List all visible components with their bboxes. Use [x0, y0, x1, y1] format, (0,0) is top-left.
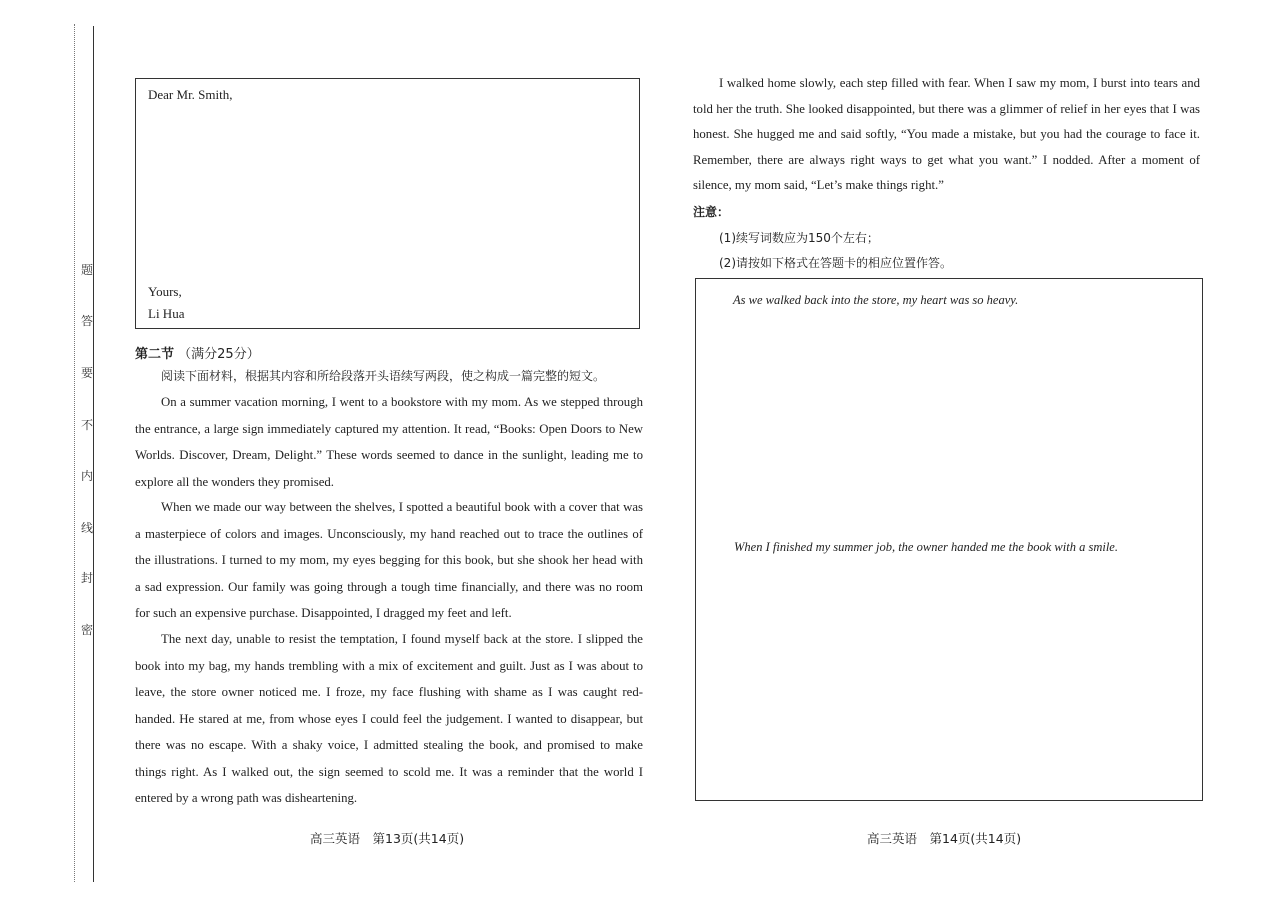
section-score: （满分25分） — [178, 347, 260, 362]
story-paragraph-2: When we made our way between the shelves, I spotted a beautiful book with a cover that was a masterpiece of colors and images. Unconsciously, my hand reached out to trace the outlines of the illustrations. I turned to my mom, my eyes begging for this book, but she shook her head with a sad expression. Our family was going through a tough time financially, and there was no room for such an expensive purchase. Disappointed, I dragged my feet and left. — [135, 500, 643, 620]
letter-closing: Yours, — [148, 284, 182, 299]
page-footer-right: 高三英语 第14页(共14页) — [867, 831, 1022, 846]
notice-item-1: (1)续写词数应为150个左右； — [719, 231, 879, 245]
story-paragraph-1: On a summer vacation morning, I went to a bookstore with my mom. As we stepped through the entrance, a large sign immediately captured my attention. It read, “Books: Open Doors to New Worlds. Discover, Dream, Delight.” These words seemed to dance in the sunlight, leading me to explore all the wonders they promised. — [135, 395, 643, 489]
story-paragraph-3: The next day, unable to resist the temptation, I found myself back at the store. I slipped the book into my bag, my hands trembling with a mix of excitement and guilt. Just as I was about to leave, the store owner noticed me. I froze, my face flushing with shame as I was caught red-handed. He stared at me, from whose eyes I could feel the judgement. I wanted to disappear, but there was no escape. With a shaky voice, I admitted stealing the book, and promised to make things right. As I walked out, the sign seemed to scold me. It was a reminder that the world I entered by a wrong path was disheartening. — [135, 632, 643, 805]
section-label: 第二节 — [135, 347, 175, 362]
letter-signature: Li Hua — [148, 306, 185, 321]
binding-char: 答 — [80, 314, 93, 328]
section-instruction: 阅读下面材料，根据其内容和所给段落开头语续写两段，使之构成一篇完整的短文。 — [161, 369, 606, 383]
binding-solid-line — [93, 26, 94, 882]
story-paragraph-4: I walked home slowly, each step filled with fear. When I saw my mom, I burst into tears and told her the truth. She looked disappointed, but there was a glimmer of relief in her eyes that I was honest. She hugged me and said softly, “You made a mistake, but you had the courage to face it. Remember, there are always right ways to get what you want.” I nodded. After a moment of silence, my mom said, “Let’s make things right.” — [693, 76, 1200, 192]
section-heading — [135, 343, 260, 362]
binding-char: 密 — [80, 623, 93, 637]
letter-greeting: Dear Mr. Smith, — [148, 87, 233, 102]
answer-opener-1: As we walked back into the store, my heart was so heavy. — [733, 293, 1019, 307]
binding-char: 线 — [80, 521, 93, 535]
notice-item-2: (2)请按如下格式在答题卡的相应位置作答。 — [719, 256, 952, 270]
letter-box — [135, 78, 640, 329]
binding-char: 不 — [80, 418, 93, 432]
page-footer-left: 高三英语 第13页(共14页) — [310, 831, 465, 846]
notice-title: 注意： — [693, 205, 730, 219]
binding-char: 封 — [80, 571, 93, 585]
answer-opener-2: When I finished my summer job, the owner handed me the book with a smile. — [734, 540, 1118, 554]
binding-char: 题 — [80, 263, 93, 277]
binding-char: 要 — [80, 366, 93, 380]
binding-char: 内 — [80, 469, 93, 483]
binding-dotted-line — [74, 24, 75, 882]
answer-box — [695, 278, 1203, 801]
